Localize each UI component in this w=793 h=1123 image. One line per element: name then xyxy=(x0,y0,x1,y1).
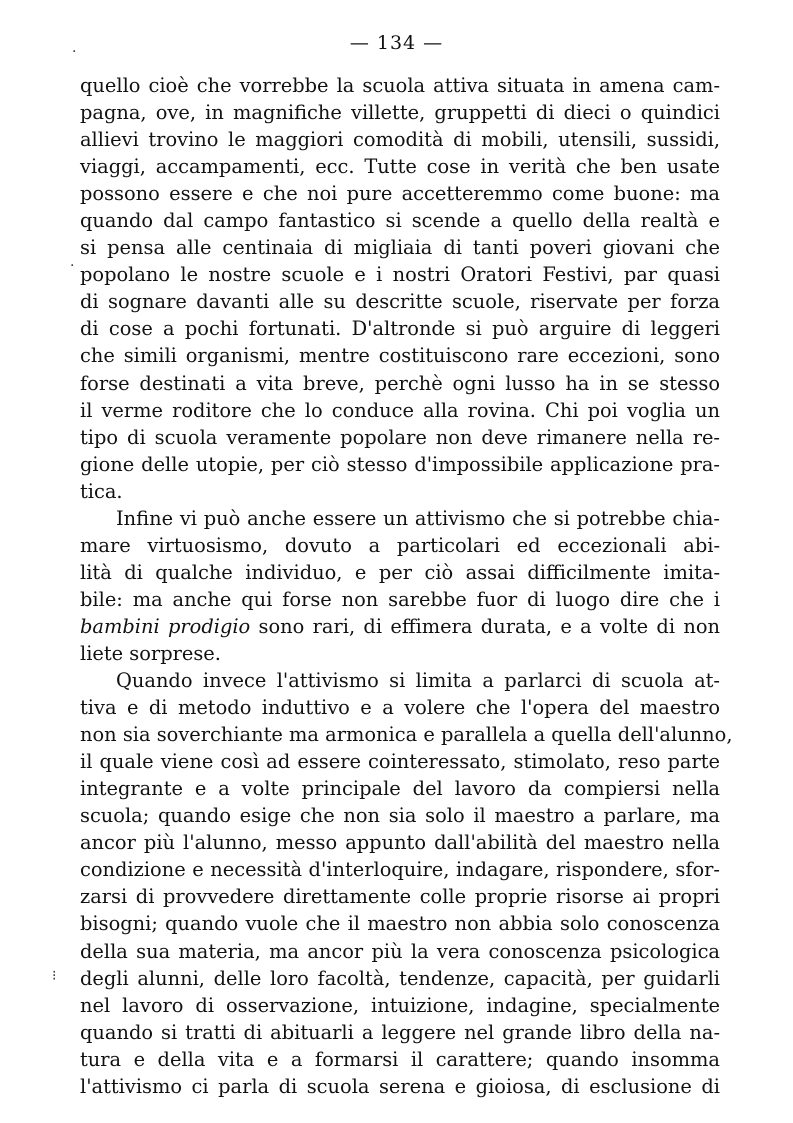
text-line: tipo di scuola veramente popolare non deve rimanere nella re- xyxy=(80,425,720,449)
text-line: liete sorprese. xyxy=(80,641,221,665)
text-line: tura e della vita e a formarsi il carattere; quando insomma xyxy=(80,1047,720,1071)
text-line: popolano le nostre scuole e i nostri Oratori Festivi, par quasi xyxy=(80,263,720,287)
text-line: di sognare davanti alle su descritte scuole, riservate per forza xyxy=(80,290,720,314)
text-line: di cose a pochi fortunati. D'altronde si può arguire di leggeri xyxy=(80,317,720,341)
text-line: scuola; quando esige che non sia solo il maestro a parlare, ma xyxy=(80,804,720,828)
paragraph-start-line: Infine vi può anche essere un attivismo che si potrebbe chia- xyxy=(116,506,720,530)
paragraph-start-line: Quando invece l'attivismo si limita a parlarci di scuola at- xyxy=(116,669,720,693)
scan-speck: · xyxy=(70,258,75,274)
text-line-rest: sono rari, di effimera durata, e a volte di non xyxy=(258,614,720,638)
text-line: condizione e necessità d'interloquire, indagare, rispondere, sfor- xyxy=(80,858,720,882)
text-line: gione delle utopie, per ciò stesso d'impossibile applicazione pra- xyxy=(80,452,720,476)
text-line: si pensa alle centinaia di migliaia di tanti poveri giovani che xyxy=(80,236,720,260)
text-line: tiva e di metodo induttivo e a volere che l'opera del maestro xyxy=(80,696,720,720)
text-line: bile: ma anche qui forse non sarebbe fuor di luogo dire che i xyxy=(80,587,720,611)
scan-speck: ⁝ xyxy=(52,968,57,984)
text-line: quello cioè che vorrebbe la scuola attiva situata in amena cam- xyxy=(80,74,720,97)
text-line: forse destinati a vita breve, perchè ogni lusso ha in se stesso xyxy=(80,371,720,395)
text-line: zarsi di provvedere direttamente colle proprie risorse ai propri xyxy=(80,885,720,909)
text-line: che simili organismi, mentre costituiscono rare eccezioni, sono xyxy=(80,344,720,368)
text-line: lità di qualche individuo, e per ciò assai difficilmente imita- xyxy=(80,560,720,584)
text-line: degli alunni, delle loro facoltà, tendenze, capacità, per guidarli xyxy=(80,966,720,990)
text-line: l'attivismo ci parla di scuola serena e gioiosa, di esclusione di xyxy=(80,1074,720,1098)
italic-phrase: bambini prodigio xyxy=(80,614,251,638)
text-line: pagna, ove, in magnifiche villette, gruppetti di dieci o quindici xyxy=(80,101,720,125)
text-line: quando dal campo fantastico si scende a quello della realtà e xyxy=(80,209,720,233)
text-line: della sua materia, ma ancor più la vera conoscenza psicologica xyxy=(80,939,720,963)
page-number: — 134 — xyxy=(349,32,444,54)
text-line: ancor più l'alunno, messo appunto dall'abilità del maestro nella xyxy=(80,831,720,855)
text-line: integrante e a volte principale del lavoro da compiersi nella xyxy=(80,777,720,801)
scan-speck: · xyxy=(72,44,77,60)
text-line: non sia soverchiante ma armonica e parallela a quella dell'alunno, xyxy=(80,723,733,747)
text-line-with-italic xyxy=(80,613,720,640)
text-line: il quale viene così ad essere cointeressato, stimolato, reso parte xyxy=(80,750,720,774)
text-line: nel lavoro di osservazione, intuizione, indagine, specialmente xyxy=(80,993,720,1017)
text-line: viaggi, accampamenti, ecc. Tutte cose in verità che ben usate xyxy=(80,155,720,179)
text-line: il verme roditore che lo conduce alla rovina. Chi poi voglia un xyxy=(80,398,720,422)
text-line: bisogni; quando vuole che il maestro non abbia solo conoscenza xyxy=(80,912,720,936)
text-line: mare virtuosismo, dovuto a particolari ed eccezionali abi- xyxy=(80,533,720,557)
body-text xyxy=(80,72,733,1100)
text-line: quando si tratti di abituarli a leggere nel grande libro della na- xyxy=(80,1020,720,1044)
text-line: tica. xyxy=(80,479,123,503)
text-line: possono essere e che noi pure accetteremmo come buone: ma xyxy=(80,182,720,206)
text-line: allievi trovino le maggiori comodità di mobili, utensili, sussidi, xyxy=(80,128,720,152)
